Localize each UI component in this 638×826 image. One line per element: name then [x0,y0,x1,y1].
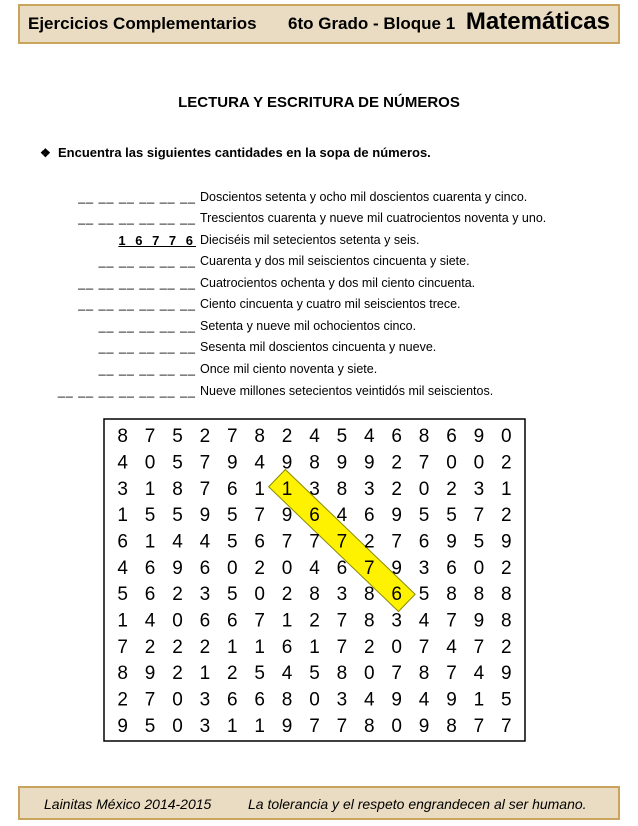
grid-digit[interactable]: 9 [172,557,183,579]
grid-digit[interactable]: 3 [199,689,211,711]
grid-digit[interactable]: 8 [336,478,348,500]
answer-blanks[interactable]: __ __ __ __ __ [98,319,196,333]
grid-digit[interactable]: 3 [199,715,211,737]
grid-digit[interactable]: 2 [501,557,512,579]
header-banner [18,4,620,44]
grid-digit[interactable]: 2 [172,663,183,685]
answer-blanks[interactable]: __ __ __ __ __ [98,254,196,268]
exercise-item [0,233,638,255]
grid-digit[interactable]: 8 [446,715,457,737]
grid-digit[interactable]: 9 [199,505,211,527]
grid-digit[interactable]: 4 [309,426,320,448]
grid-digit[interactable]: 9 [281,505,293,527]
grid-digit[interactable]: 9 [418,715,430,737]
grid-digit[interactable]: 6 [364,505,375,527]
grid-digit[interactable]: 3 [391,610,402,632]
grid-digit[interactable]: 2 [391,452,402,474]
grid-digit[interactable]: 1 [281,478,293,500]
grid-digit[interactable]: 7 [227,426,238,448]
grid-digit[interactable]: 9 [227,452,238,474]
grid-digit[interactable]: 0 [473,557,485,579]
grid-digit[interactable]: 2 [364,636,375,658]
grid-digit[interactable]: 8 [501,610,512,632]
grid-digit[interactable]: 8 [446,584,457,606]
grid-digit[interactable]: 8 [172,478,183,500]
diamond-bullet-icon: ❖ [40,146,51,160]
grid-digit[interactable]: 3 [336,584,348,606]
grid-digit[interactable]: 3 [199,584,211,606]
grid-digit[interactable]: 8 [418,663,430,685]
number-in-words: Doscientos setenta y ocho mil doscientos cuarenta y cinco. [200,190,528,204]
grid-digit[interactable]: 8 [281,689,293,711]
grid-digit[interactable]: 1 [199,663,211,685]
grid-digit[interactable]: 6 [446,426,457,448]
grid-digit[interactable]: 9 [364,452,375,474]
grid-digit[interactable]: 2 [281,426,293,448]
grid-digit[interactable]: 1 [227,715,238,737]
grid-digit[interactable]: 9 [446,689,457,711]
grid-digit[interactable]: 7 [501,715,512,737]
grid-digit[interactable]: 6 [281,636,293,658]
grid-digit[interactable]: 4 [446,636,457,658]
grid-digit[interactable]: 4 [336,505,348,527]
header-subject-label: Ejercicios Complementarios [28,14,257,33]
grid-digit[interactable]: 7 [336,531,348,553]
grid-digit[interactable]: 2 [254,557,265,579]
grid-digit[interactable]: 7 [309,531,320,553]
grid-digit[interactable]: 9 [117,715,128,737]
grid-digit[interactable]: 6 [391,426,402,448]
instruction-label: Encuentra las siguientes cantidades en la sopa de números. [58,145,431,160]
answer-blanks[interactable]: __ __ __ __ __ __ [78,211,196,225]
grid-digit[interactable]: 4 [144,610,156,632]
grid-digit[interactable]: 5 [254,663,265,685]
grid-digit[interactable]: 2 [172,636,183,658]
grid-digit[interactable]: 7 [254,610,265,632]
grid-digit[interactable]: 6 [227,610,238,632]
grid-digit[interactable]: 5 [144,505,156,527]
grid-digit[interactable]: 2 [117,689,128,711]
grid-digit[interactable]: 0 [227,557,238,579]
grid-digit[interactable]: 0 [254,584,265,606]
grid-digit[interactable]: 8 [364,610,375,632]
answer-blanks[interactable]: __ __ __ __ __ __ [78,276,196,290]
grid-digit[interactable]: 1 [144,478,156,500]
grid-digit[interactable]: 1 [117,610,128,632]
grid-digit[interactable]: 1 [254,715,265,737]
grid-digit[interactable]: 7 [199,452,211,474]
grid-digit[interactable]: 4 [281,663,293,685]
grid-digit[interactable]: 4 [309,557,320,579]
grid-digit[interactable]: 9 [473,426,485,448]
grid-digit[interactable]: 6 [336,557,348,579]
grid-digit[interactable]: 6 [446,557,457,579]
grid-digit[interactable]: 6 [309,505,320,527]
grid-digit[interactable]: 9 [501,663,512,685]
grid-digit[interactable]: 5 [172,505,183,527]
grid-digit[interactable]: 5 [227,531,238,553]
grid-digit[interactable]: 7 [446,610,457,632]
number-in-words: Ciento cincuenta y cuatro mil seiscientos trece. [200,297,461,311]
grid-digit[interactable]: 9 [446,531,457,553]
footer-motto: La tolerancia y el respeto engrandecen al ser humano. [248,796,587,812]
exercise-item [0,190,638,212]
grid-digit[interactable]: 5 [309,663,320,685]
grid-digit[interactable]: 2 [501,452,512,474]
grid-digit[interactable]: 0 [473,452,485,474]
grid-digit[interactable]: 1 [117,505,128,527]
exercise-item [0,340,638,362]
grid-digit[interactable]: 1 [254,636,265,658]
grid-digit[interactable]: 2 [501,636,512,658]
grid-digit[interactable]: 7 [336,610,348,632]
grid-digit[interactable]: 5 [144,715,156,737]
grid-digit[interactable]: 4 [364,426,375,448]
grid-digit[interactable]: 4 [117,452,128,474]
answer-blanks[interactable]: __ __ __ __ __ __ [78,297,196,311]
grid-digit[interactable]: 7 [144,689,156,711]
grid-digit[interactable]: 5 [172,452,183,474]
grid-digit[interactable]: 2 [172,584,183,606]
exercise-item [0,276,638,298]
grid-digit[interactable]: 9 [144,663,156,685]
number-in-words: Dieciséis mil setecientos setenta y seis. [200,233,420,247]
grid-digit[interactable]: 1 [144,531,156,553]
grid-digit[interactable]: 5 [418,584,430,606]
grid-digit[interactable]: 2 [309,610,320,632]
grid-digit[interactable]: 5 [117,584,128,606]
grid-digit[interactable]: 7 [336,636,348,658]
grid-digit[interactable]: 0 [446,452,457,474]
grid-digit[interactable]: 6 [199,610,211,632]
grid-digit[interactable]: 2 [227,663,238,685]
grid-digit[interactable]: 6 [391,584,402,606]
grid-digit[interactable]: 8 [336,663,348,685]
exercise-item [0,297,638,319]
exercise-item [0,319,638,341]
grid-digit[interactable]: 9 [336,452,348,474]
grid-digit[interactable]: 1 [473,689,485,711]
number-in-words: Nueve millones setecientos veintidós mil seiscientos. [200,384,494,398]
grid-digit[interactable]: 4 [117,557,128,579]
grid-digit[interactable]: 7 [309,715,320,737]
grid-digit[interactable]: 0 [309,689,320,711]
grid-digit[interactable]: 7 [336,715,348,737]
grid-digit[interactable]: 0 [281,557,293,579]
grid-digit[interactable]: 7 [117,636,128,658]
grid-digit[interactable]: 5 [172,426,183,448]
answer-blanks[interactable]: __ __ __ __ __ __ [78,190,196,204]
grid-digit[interactable]: 7 [473,505,485,527]
grid-digit[interactable]: 7 [199,478,211,500]
grid-digit[interactable]: 8 [364,584,375,606]
grid-digit[interactable]: 5 [227,505,238,527]
grid-digit[interactable]: 8 [473,584,485,606]
number-in-words: Sesenta mil doscientos cincuenta y nueve. [200,340,437,354]
grid-digit[interactable]: 6 [418,531,430,553]
grid-digit[interactable]: 3 [418,557,430,579]
grid-digit[interactable]: 8 [254,426,265,448]
grid-digit[interactable]: 7 [391,531,402,553]
answer-example[interactable]: 1 6 7 7 6 [118,233,196,248]
grid-digit[interactable]: 2 [501,505,512,527]
grid-digit[interactable]: 8 [418,426,430,448]
grid-digit[interactable]: 7 [473,715,485,737]
grid-digit[interactable]: 8 [309,452,320,474]
grid-digit[interactable]: 7 [144,426,156,448]
grid-digit[interactable]: 2 [144,636,156,658]
grid-digit[interactable]: 0 [364,663,375,685]
grid-digit[interactable]: 0 [391,636,402,658]
grid-digit[interactable]: 1 [254,478,265,500]
page-title: LECTURA Y ESCRITURA DE NÚMEROS [178,94,460,111]
grid-digit[interactable]: 9 [391,689,402,711]
grid-digit[interactable]: 2 [281,584,293,606]
number-in-words: Trescientos cuarenta y nueve mil cuatrocientos noventa y uno. [200,211,547,225]
grid-digit[interactable]: 9 [391,505,402,527]
grid-digit[interactable]: 8 [309,584,320,606]
grid-digit[interactable]: 2 [199,426,211,448]
grid-digit[interactable]: 4 [418,610,430,632]
grid-digit[interactable]: 9 [473,610,485,632]
grid-digit[interactable]: 5 [473,531,485,553]
grid-digit[interactable]: 4 [199,531,211,553]
grid-digit[interactable]: 3 [336,689,348,711]
grid-digit[interactable]: 0 [144,452,156,474]
grid-digit[interactable]: 6 [144,584,156,606]
grid-digit[interactable]: 1 [281,610,293,632]
grid-digit[interactable]: 1 [309,636,320,658]
grid-digit[interactable]: 5 [336,426,348,448]
number-search-svg [103,418,526,742]
grid-digit[interactable]: 9 [281,452,293,474]
number-search-grid [103,418,526,742]
grid-digit[interactable]: 8 [117,426,128,448]
exercise-item [0,362,638,384]
grid-digit[interactable]: 8 [364,715,375,737]
grid-digit[interactable]: 4 [418,689,430,711]
exercise-item [0,384,638,406]
grid-digit[interactable]: 3 [117,478,128,500]
grid-digit[interactable]: 3 [309,478,320,500]
grid-digit[interactable]: 9 [501,531,512,553]
grid-digit[interactable]: 5 [501,689,512,711]
grid-digit[interactable]: 8 [117,663,128,685]
header-title: Matemáticas [465,8,610,35]
grid-digit[interactable]: 7 [418,636,430,658]
answer-blanks[interactable]: __ __ __ __ __ [98,340,196,354]
grid-digit[interactable]: 7 [254,505,265,527]
grid-digit[interactable]: 3 [473,478,485,500]
grid-digit[interactable]: 6 [199,557,211,579]
exercise-item [0,211,638,233]
number-in-words: Cuarenta y dos mil seiscientos cincuenta y siete. [200,254,470,268]
grid-digit[interactable]: 7 [418,452,430,474]
grid-digit[interactable]: 0 [172,715,183,737]
grid-digit[interactable]: 5 [418,505,430,527]
grid-digit[interactable]: 4 [172,531,183,553]
grid-digit[interactable]: 6 [117,531,128,553]
grid-digit[interactable]: 2 [446,478,457,500]
grid-digit[interactable]: 4 [364,689,375,711]
number-in-words: Cuatrocientos ochenta y dos mil ciento cincuenta. [200,276,476,290]
grid-digit[interactable]: 7 [281,531,293,553]
grid-digit[interactable]: 6 [144,557,156,579]
grid-digit[interactable]: 2 [364,531,375,553]
grid-digit[interactable]: 1 [501,478,512,500]
grid-digit[interactable]: 6 [254,531,265,553]
grid-digit[interactable]: 8 [501,584,512,606]
grid-digit[interactable]: 2 [391,478,402,500]
grid-digit[interactable]: 9 [281,715,293,737]
grid-digit[interactable]: 5 [227,584,238,606]
grid-digit[interactable]: 1 [227,636,238,658]
header-grade-label: 6to Grado - Bloque 1 [288,14,456,33]
grid-digit[interactable]: 0 [172,610,183,632]
grid-digit[interactable]: 7 [364,557,375,579]
grid-digit[interactable]: 6 [227,478,238,500]
grid-digit[interactable]: 2 [199,636,211,658]
footer-banner [18,786,620,820]
grid-digit[interactable]: 7 [391,663,402,685]
grid-digit[interactable]: 0 [501,426,512,448]
number-in-words: Setenta y nueve mil ochocientos cinco. [200,319,417,333]
grid-digit[interactable]: 4 [473,663,485,685]
number-in-words: Once mil ciento noventa y siete. [200,362,378,376]
grid-digit[interactable]: 3 [364,478,375,500]
grid-digit[interactable]: 7 [473,636,485,658]
grid-digit[interactable]: 6 [254,689,265,711]
grid-digit[interactable]: 0 [172,689,183,711]
grid-digit[interactable]: 4 [254,452,265,474]
instruction-text [40,145,431,160]
grid-digit[interactable]: 5 [446,505,457,527]
grid-digit[interactable]: 0 [418,478,430,500]
answer-blanks[interactable]: __ __ __ __ __ __ __ [57,384,196,398]
answer-blanks[interactable]: __ __ __ __ __ [98,362,196,376]
exercise-item [0,254,638,276]
footer-credit: Lainitas México 2014-2015 [44,796,212,812]
grid-digit[interactable]: 9 [391,557,402,579]
grid-digit[interactable]: 6 [227,689,238,711]
grid-digit[interactable]: 0 [391,715,402,737]
grid-digit[interactable]: 7 [446,663,457,685]
